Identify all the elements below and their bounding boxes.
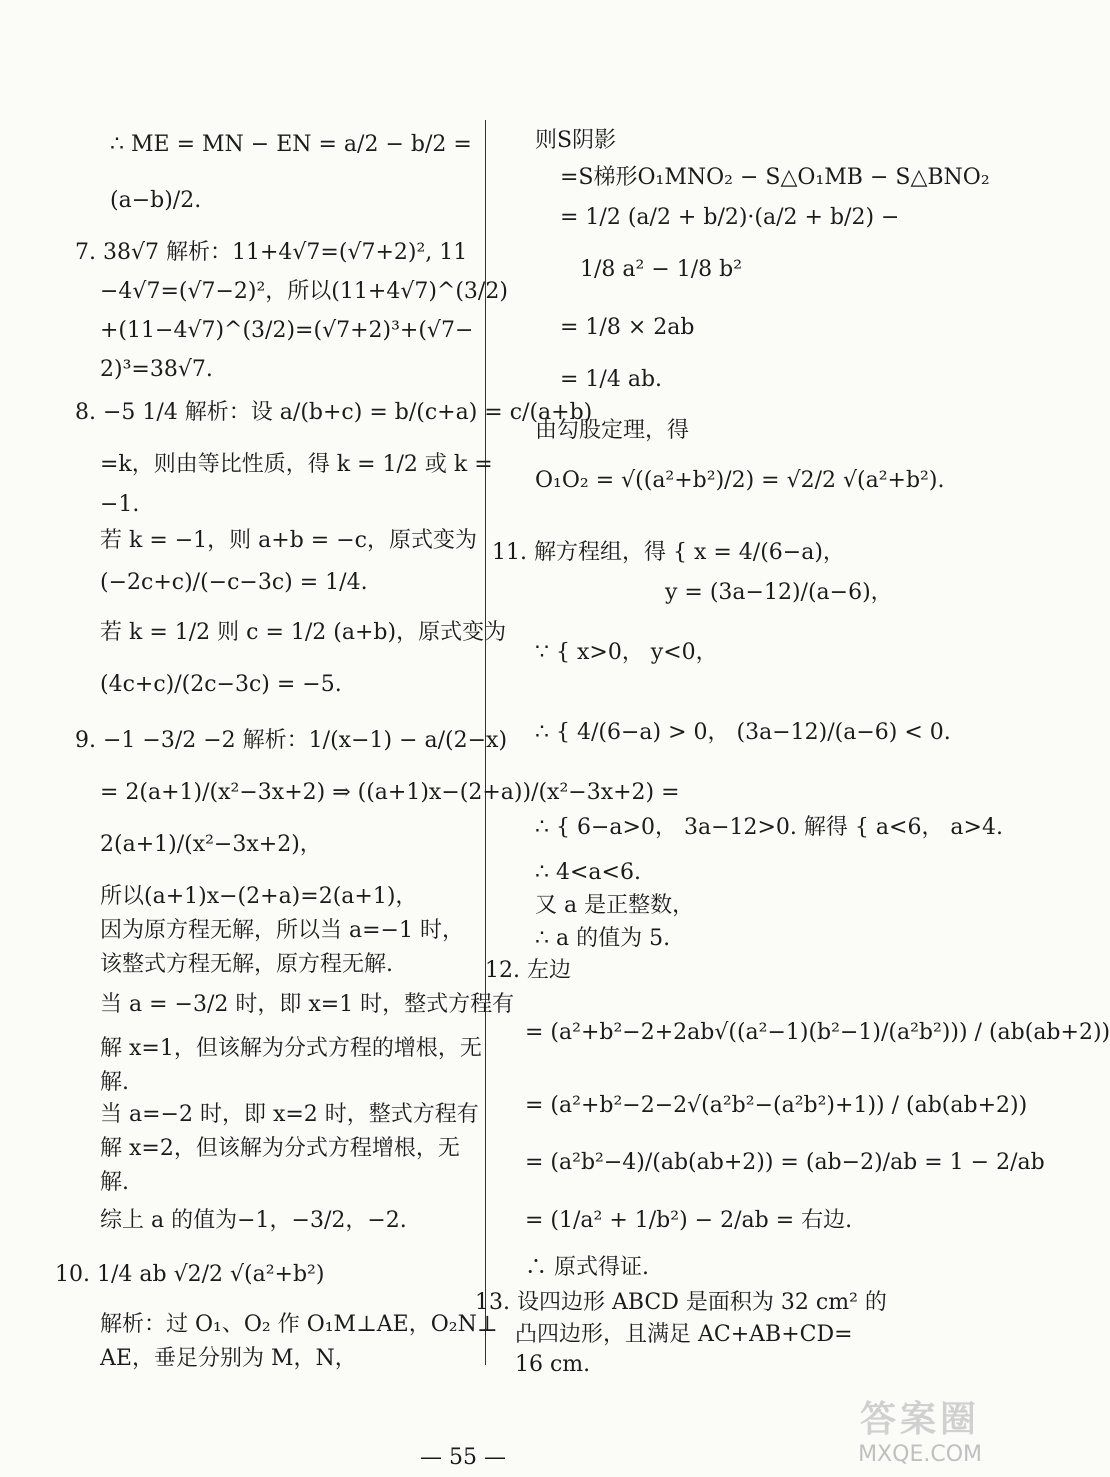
text-line: 解.	[100, 1170, 129, 1195]
text-line: = 1/8 × 2ab	[560, 315, 695, 340]
text-line: = (a²+b²−2−2√(a²b²−(a²b²)+1)) / (ab(ab+2))	[525, 1093, 1028, 1118]
text-line: 2)³=38√7.	[100, 357, 213, 382]
text-line: O₁O₂ = √((a²+b²)/2) = √2/2 √(a²+b²).	[535, 468, 945, 493]
text-line: ∴ { 6−a>0， 3a−12>0. 解得 { a<6， a>4.	[535, 815, 1003, 840]
text-line: ∴ ME = MN − EN = a/2 − b/2 =	[110, 132, 472, 157]
text-line: =k，则由等比性质，得 k = 1/2 或 k =	[100, 452, 493, 477]
text-line: 又 a 是正整数，	[535, 893, 695, 918]
text-line: 解.	[100, 1070, 129, 1095]
text-line: ∵ { x>0， y<0，	[535, 640, 718, 665]
text-line: 则S阴影	[535, 128, 617, 153]
text-line: 2(a+1)/(x²−3x+2)，	[100, 832, 322, 857]
text-line: 8. −5 1/4 解析：设 a/(b+c) = b/(c+a) = c/(a+b)	[75, 400, 593, 425]
text-line: ∴ 4<a<6.	[535, 860, 641, 885]
text-line: 解 x=1，但该解为分式方程的增根，无	[100, 1036, 482, 1061]
watermark-logo-text: 答案圈	[860, 1399, 981, 1440]
text-line: = 2(a+1)/(x²−3x+2) ⇒ ((a+1)x−(2+a))/(x²−3x+2) =	[100, 780, 680, 805]
text-line: 11. 解方程组，得 { x = 4/(6−a)，	[492, 540, 845, 565]
text-line: ∴ 原式得证.	[525, 1255, 649, 1280]
text-line: 16 cm.	[515, 1352, 591, 1377]
text-line: 13. 设四边形 ABCD 是面积为 32 cm² 的	[475, 1290, 887, 1315]
text-line: (a−b)/2.	[110, 188, 202, 213]
text-line: 9. −1 −3/2 −2 解析：1/(x−1) − a/(2−x)	[75, 728, 508, 753]
text-line: ∴ { 4/(6−a) > 0， (3a−12)/(a−6) < 0.	[535, 720, 951, 745]
text-line: = (a²b²−4)/(ab(ab+2)) = (ab−2)/ab = 1 − 2/ab	[525, 1150, 1045, 1175]
text-line: 因为原方程无解，所以当 a=−1 时，	[100, 918, 464, 943]
text-line: 该整式方程无解，原方程无解.	[100, 952, 393, 977]
text-line: 解 x=2，但该解为分式方程增根，无	[100, 1136, 460, 1161]
text-line: −4√7=(√7−2)²，所以(11+4√7)^(3/2)	[100, 279, 508, 304]
text-line: 若 k = 1/2 则 c = 1/2 (a+b)，原式变为	[100, 620, 507, 645]
text-line: 由勾股定理，得	[535, 418, 690, 443]
watermark-url: MXQE.COM	[858, 1442, 982, 1467]
text-line: 所以(a+1)x−(2+a)=2(a+1)，	[100, 884, 418, 909]
text-line: 10. 1/4 ab √2/2 √(a²+b²)	[55, 1262, 325, 1287]
page-number: — 55 —	[420, 1445, 506, 1470]
text-line: (4c+c)/(2c−3c) = −5.	[100, 672, 342, 697]
text-line: = (1/a² + 1/b²) − 2/ab = 右边.	[525, 1208, 853, 1233]
text-line: 若 k = −1，则 a+b = −c，原式变为	[100, 528, 477, 553]
text-line: = (a²+b²−2+2ab√((a²−1)(b²−1)/(a²b²))) / (ab(ab+2))	[525, 1020, 1110, 1045]
text-line: +(11−4√7)^(3/2)=(√7+2)³+(√7−	[100, 318, 474, 343]
text-line: ∴ a 的值为 5.	[535, 926, 671, 951]
text-line: 当 a = −3/2 时，即 x=1 时，整式方程有	[100, 992, 515, 1017]
text-line: 凸四边形，且满足 AC+AB+CD=	[515, 1322, 853, 1347]
text-line: 解析：过 O₁、O₂ 作 O₁M⊥AE，O₂N⊥	[100, 1312, 498, 1337]
text-line: 7. 38√7 解析：11+4√7=(√7+2)², 11	[75, 240, 468, 265]
text-line: −1.	[100, 492, 140, 517]
text-line: (−2c+c)/(−c−3c) = 1/4.	[100, 570, 368, 595]
text-line: AE，垂足分别为 M，N，	[100, 1346, 357, 1371]
text-line: 综上 a 的值为−1，−3/2，−2.	[100, 1208, 407, 1233]
text-line: =S梯形O₁MNO₂ − S△O₁MB − S△BNO₂	[560, 165, 990, 190]
text-line: = 1/2 (a/2 + b/2)·(a/2 + b/2) −	[560, 205, 900, 230]
text-line: 当 a=−2 时，即 x=2 时，整式方程有	[100, 1102, 479, 1127]
text-line: 12. 左边	[485, 958, 571, 983]
text-line: = 1/4 ab.	[560, 367, 663, 392]
text-line: 1/8 a² − 1/8 b²	[580, 257, 743, 282]
text-line: y = (3a−12)/(a−6)，	[665, 580, 893, 605]
watermark	[858, 1391, 982, 1467]
